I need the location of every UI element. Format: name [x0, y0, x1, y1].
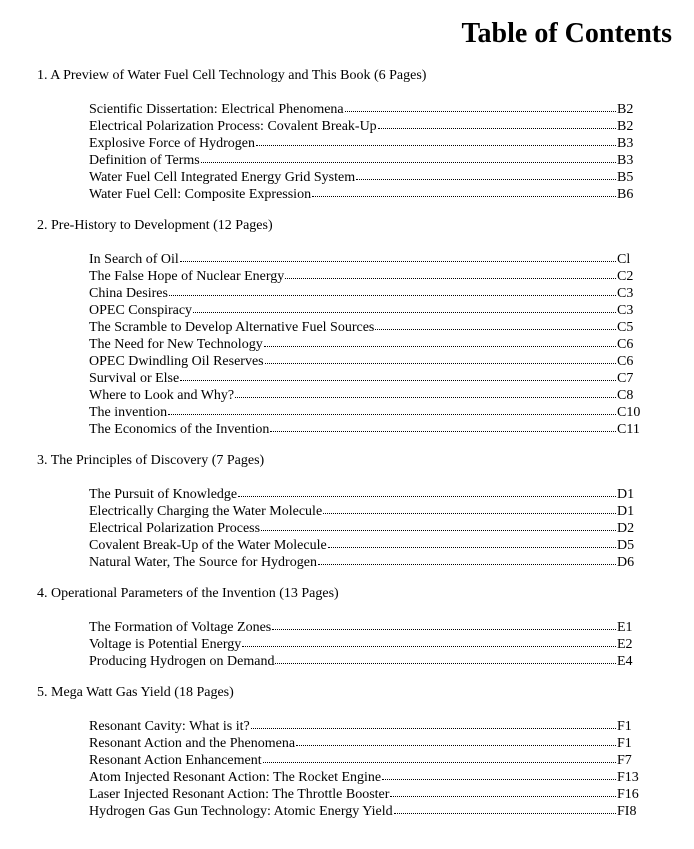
entry-page-number: D5: [617, 538, 635, 553]
toc-entry-list: [89, 486, 641, 571]
dot-leader: [180, 380, 616, 381]
dot-leader: [193, 312, 616, 313]
entry-title: Where to Look and Why?: [89, 388, 235, 403]
entry-title: Scientific Dissertation: Electrical Phenomena: [89, 102, 344, 117]
dot-leader: [235, 397, 616, 398]
entry-title: Resonant Action Enhancement: [89, 753, 262, 768]
entry-title: In Search of Oil: [89, 252, 179, 267]
dot-leader: [394, 813, 616, 814]
toc-chapter: [37, 217, 641, 438]
entry-title: Voltage is Potential Energy: [89, 637, 242, 652]
toc-entry: [89, 336, 641, 353]
dot-leader: [180, 261, 616, 262]
entry-title: OPEC Dwindling Oil Reserves: [89, 354, 264, 369]
toc-entry: [89, 503, 641, 520]
dot-leader: [345, 111, 616, 112]
entry-title: Water Fuel Cell Integrated Energy Grid System: [89, 170, 356, 185]
toc-entry-list: [89, 619, 641, 670]
entry-page-number: C6: [617, 354, 634, 369]
entry-page-number: B2: [617, 119, 634, 134]
entry-page-number: B3: [617, 136, 634, 151]
entry-page-number: C3: [617, 303, 634, 318]
toc-entry: [89, 554, 641, 571]
entry-page-number: D1: [617, 487, 635, 502]
toc-entry: [89, 421, 641, 438]
entry-page-number: C6: [617, 337, 634, 352]
toc-chapter: [37, 585, 641, 670]
dot-leader: [296, 745, 616, 746]
toc-entry: [89, 636, 641, 653]
dot-leader: [264, 346, 616, 347]
entry-page-number: B2: [617, 102, 634, 117]
toc-entry: [89, 101, 641, 118]
entry-title: Explosive Force of Hydrogen: [89, 136, 256, 151]
entry-title: The Pursuit of Knowledge: [89, 487, 238, 502]
entry-title: Laser Injected Resonant Action: The Throttle Booster: [89, 787, 390, 802]
entry-title: Definition of Terms: [89, 153, 200, 168]
toc-entry: [89, 752, 641, 769]
dot-leader: [256, 145, 616, 146]
toc-entry: [89, 251, 641, 268]
toc-entry: [89, 537, 641, 554]
entry-title: The False Hope of Nuclear Energy: [89, 269, 285, 284]
entry-title: The Economics of the Invention: [89, 422, 270, 437]
toc-entry: [89, 169, 641, 186]
toc-chapter: [37, 67, 641, 203]
entry-title: The Scramble to Develop Alternative Fuel Sources: [89, 320, 375, 335]
toc-entry: [89, 186, 641, 203]
toc-entry: [89, 319, 641, 336]
toc-entry: [89, 718, 641, 735]
dot-leader: [275, 663, 616, 664]
dot-leader: [251, 728, 616, 729]
entry-title: Resonant Action and the Phenomena: [89, 736, 296, 751]
entry-page-number: F1: [617, 736, 632, 751]
entry-title: Resonant Cavity: What is it?: [89, 719, 250, 734]
entry-page-number: F1: [617, 719, 632, 734]
toc-chapter: [37, 684, 641, 820]
entry-title: Electrical Polarization Process: [89, 521, 261, 536]
entry-page-number: C2: [617, 269, 634, 284]
dot-leader: [375, 329, 616, 330]
entry-page-number: E4: [617, 654, 633, 669]
entry-title: Hydrogen Gas Gun Technology: Atomic Energy Yield: [89, 804, 393, 819]
entry-page-number: F13: [617, 770, 639, 785]
entry-page-number: F16: [617, 787, 639, 802]
entry-title: Survival or Else: [89, 371, 180, 386]
dot-leader: [323, 513, 616, 514]
entry-page-number: C7: [617, 371, 634, 386]
dot-leader: [265, 363, 616, 364]
dot-leader: [272, 629, 616, 630]
entry-title: The invention: [89, 405, 168, 420]
toc-entry: [89, 302, 641, 319]
toc-entry-list: [89, 718, 641, 820]
dot-leader: [263, 762, 616, 763]
dot-leader: [261, 530, 616, 531]
toc-entry: [89, 387, 641, 404]
entry-title: Water Fuel Cell: Composite Expression: [89, 187, 312, 202]
toc-chapter: [37, 452, 641, 571]
entry-page-number: FI8: [617, 804, 637, 819]
toc-entry: [89, 619, 641, 636]
entry-page-number: B3: [617, 153, 634, 168]
dot-leader: [390, 796, 616, 797]
entry-page-number: D6: [617, 555, 635, 570]
chapter-heading: 1. A Preview of Water Fuel Cell Technology and This Book (6 Pages): [37, 68, 427, 83]
dot-leader: [201, 162, 616, 163]
toc-entry: [89, 370, 641, 387]
entry-page-number: C3: [617, 286, 634, 301]
dot-leader: [378, 128, 616, 129]
toc-entry: [89, 268, 641, 285]
entry-page-number: E2: [617, 637, 633, 652]
toc-entry: [89, 786, 641, 803]
entry-page-number: E1: [617, 620, 633, 635]
chapter-heading: 4. Operational Parameters of the Invention (13 Pages): [37, 586, 339, 601]
toc-entry: [89, 118, 641, 135]
entry-page-number: D1: [617, 504, 635, 519]
entry-title: Producing Hydrogen on Demand: [89, 654, 275, 669]
entry-page-number: C10: [617, 405, 641, 420]
dot-leader: [169, 295, 616, 296]
toc-entry: [89, 404, 641, 421]
dot-leader: [168, 414, 616, 415]
toc-chapter-list: [37, 67, 641, 834]
chapter-heading: 2. Pre-History to Development (12 Pages): [37, 218, 273, 233]
dot-leader: [242, 646, 616, 647]
entry-page-number: C5: [617, 320, 634, 335]
toc-entry: [89, 486, 641, 503]
entry-title: OPEC Conspiracy: [89, 303, 193, 318]
entry-page-number: Cl: [617, 252, 631, 267]
toc-entry: [89, 135, 641, 152]
entry-title: Covalent Break-Up of the Water Molecule: [89, 538, 327, 553]
entry-page-number: B5: [617, 170, 634, 185]
page-title: Table of Contents: [461, 18, 672, 49]
dot-leader: [285, 278, 616, 279]
entry-title: Natural Water, The Source for Hydrogen: [89, 555, 317, 570]
toc-entry: [89, 520, 641, 537]
dot-leader: [328, 547, 616, 548]
dot-leader: [382, 779, 616, 780]
entry-page-number: C11: [617, 422, 640, 437]
toc-entry-list: [89, 251, 641, 438]
entry-title: The Formation of Voltage Zones: [89, 620, 272, 635]
dot-leader: [270, 431, 616, 432]
dot-leader: [318, 564, 616, 565]
toc-entry: [89, 803, 641, 820]
toc-entry: [89, 285, 641, 302]
entry-page-number: D2: [617, 521, 635, 536]
entry-title: China Desires: [89, 286, 168, 301]
entry-title: Electrically Charging the Water Molecule: [89, 504, 323, 519]
dot-leader: [356, 179, 616, 180]
entry-page-number: F7: [617, 753, 632, 768]
chapter-heading: 3. The Principles of Discovery (7 Pages): [37, 453, 265, 468]
toc-entry: [89, 653, 641, 670]
entry-page-number: B6: [617, 187, 634, 202]
toc-entry: [89, 735, 641, 752]
entry-page-number: C8: [617, 388, 634, 403]
toc-entry: [89, 152, 641, 169]
toc-entry: [89, 769, 641, 786]
chapter-heading: 5. Mega Watt Gas Yield (18 Pages): [37, 685, 234, 700]
toc-entry-list: [89, 101, 641, 203]
dot-leader: [312, 196, 616, 197]
entry-title: The Need for New Technology: [89, 337, 263, 352]
toc-entry: [89, 353, 641, 370]
entry-title: Electrical Polarization Process: Covalent Break-Up: [89, 119, 377, 134]
dot-leader: [238, 496, 616, 497]
entry-title: Atom Injected Resonant Action: The Rocket Engine: [89, 770, 382, 785]
